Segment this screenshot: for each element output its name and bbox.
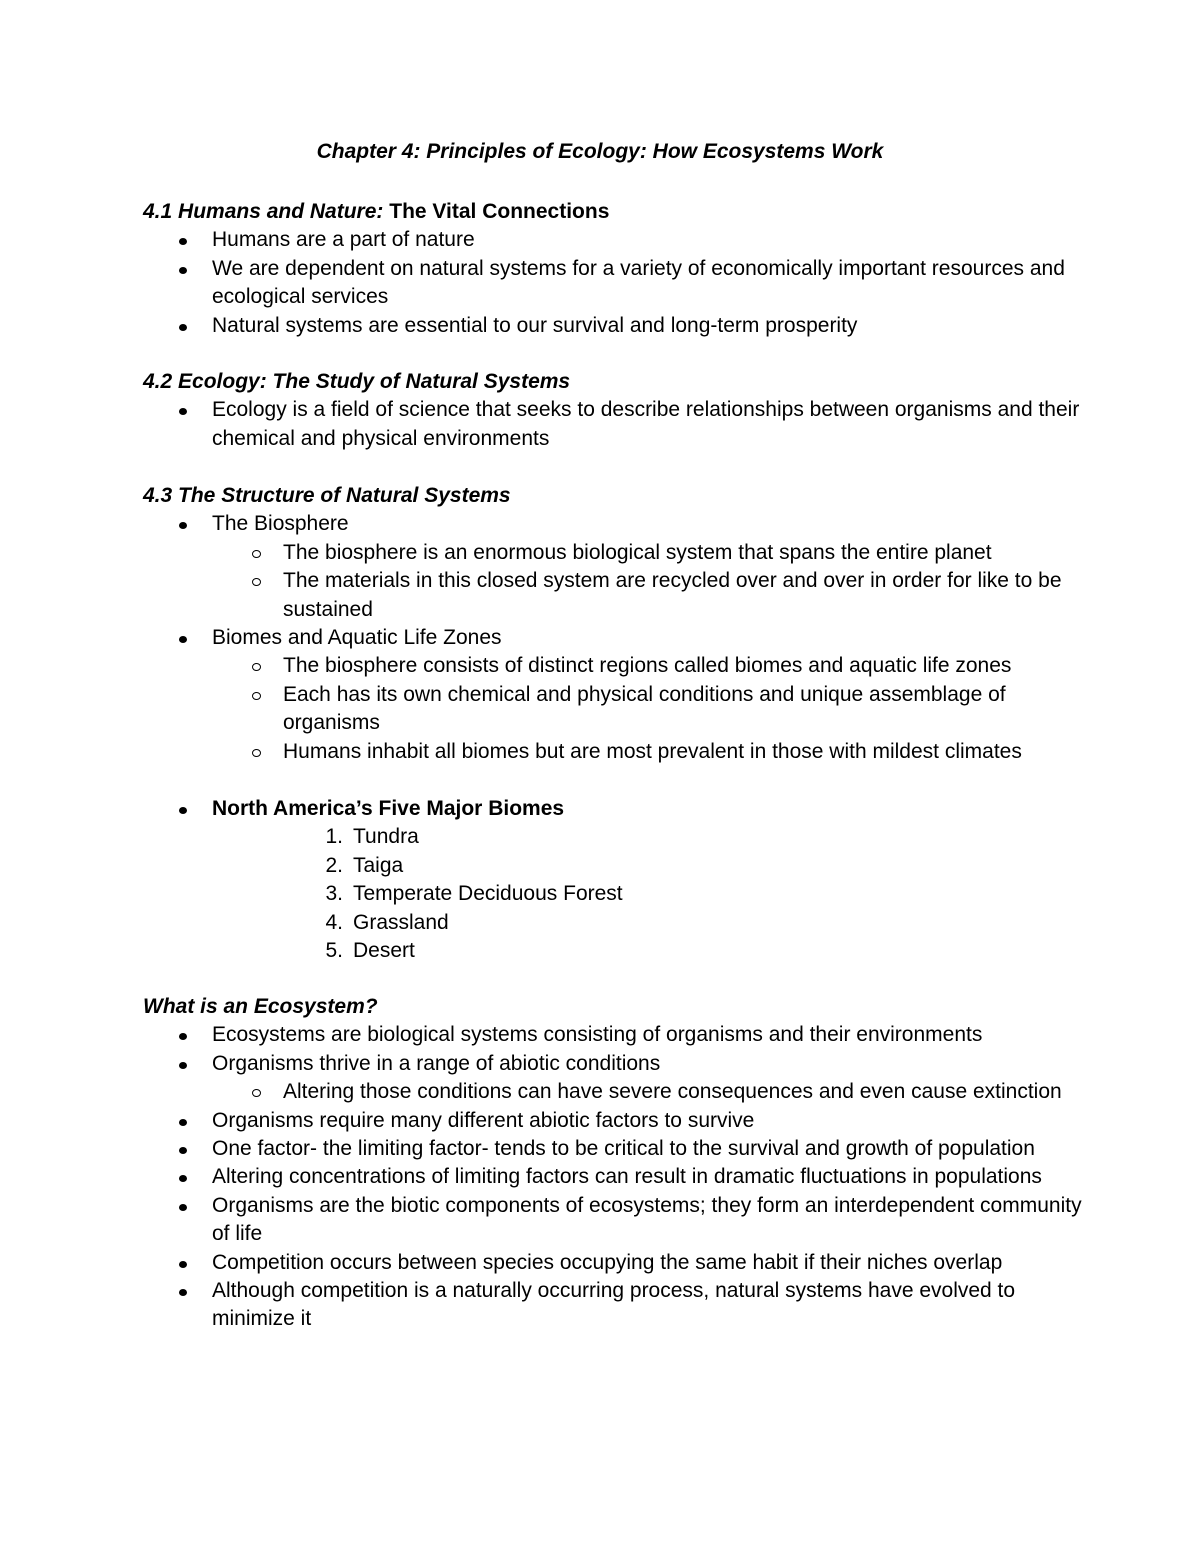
item-number: 4. <box>325 910 343 934</box>
numbered-item <box>143 880 1083 908</box>
list-item <box>143 1249 1083 1277</box>
bullet-icon <box>179 408 187 415</box>
section-4-3 <box>143 482 1083 766</box>
list-item <box>143 624 1083 652</box>
list-item-text: One factor- the limiting factor- tends to be critical to the survival and growth of population <box>212 1137 1035 1161</box>
list-item <box>143 255 1083 312</box>
list-item-text: Altering concentrations of limiting factors can result in dramatic fluctuations in populations <box>212 1165 1042 1189</box>
list-item <box>143 1135 1083 1163</box>
section-heading-rest: The Vital Connections <box>383 200 610 223</box>
hollow-bullet-icon <box>252 692 261 700</box>
list-item-text: Competition occurs between species occupying the same habit if their niches overlap <box>212 1250 1003 1274</box>
hollow-bullet-icon <box>252 663 261 671</box>
list-item-text: Although competition is a naturally occurring process, natural systems have evolved to minimize it <box>212 1279 1016 1331</box>
list-item <box>143 396 1083 453</box>
sub-list-item <box>143 539 1083 567</box>
bullet-icon <box>179 1033 187 1040</box>
page-title: Chapter 4: Principles of Ecology: How Ecosystems Work <box>316 140 884 163</box>
numbered-item <box>143 909 1083 937</box>
item-number: 2. <box>325 853 343 877</box>
hollow-bullet-icon <box>252 749 261 757</box>
bullet-icon <box>179 238 187 245</box>
list-item <box>143 795 1083 823</box>
list-item <box>143 1192 1083 1249</box>
list-item-text: Natural systems are essential to our survival and long-term prosperity <box>212 313 858 337</box>
bullet-icon <box>179 1062 187 1069</box>
bullet-icon <box>179 1175 187 1182</box>
bullet-list <box>143 795 1083 965</box>
bullet-icon <box>179 1119 187 1126</box>
list-item <box>143 510 1083 538</box>
list-item <box>143 312 1083 340</box>
hollow-bullet-icon <box>252 550 261 558</box>
item-number: 1. <box>325 825 343 849</box>
section-heading-text: 4.3 The Structure of Natural Systems <box>143 484 511 507</box>
bullet-icon <box>179 522 187 529</box>
item-number: 5. <box>325 939 343 963</box>
list-item-text: Humans inhabit all biomes but are most prevalent in those with mildest climates <box>283 739 1022 763</box>
sub-list-item <box>143 738 1083 766</box>
sub-list-item <box>143 1078 1083 1106</box>
section-4-2 <box>143 368 1083 453</box>
list-item-text: Tundra <box>353 825 419 849</box>
list-item-text: The Biosphere <box>212 512 349 536</box>
list-item-text: Ecology is a field of science that seeks to describe relationships between organisms and their chemical and physical environments <box>212 398 1080 450</box>
list-item-text: The biosphere is an enormous biological system that spans the entire planet <box>283 540 992 564</box>
bullet-list <box>143 510 1083 766</box>
item-number: 3. <box>325 882 343 906</box>
bullet-icon <box>179 1147 187 1154</box>
list-item <box>143 1163 1083 1191</box>
hollow-bullet-icon <box>252 578 261 586</box>
bullet-icon <box>179 807 187 814</box>
numbered-item <box>143 823 1083 851</box>
list-item-text: Biomes and Aquatic Life Zones <box>212 626 502 650</box>
bullet-icon <box>179 636 187 643</box>
bullet-list <box>143 1021 1083 1333</box>
north-america-biomes <box>143 795 1083 965</box>
list-item <box>143 1107 1083 1135</box>
list-item-text: Desert <box>353 939 415 963</box>
list-item-text: Altering those conditions can have severe consequences and even cause extinction <box>283 1080 1062 1104</box>
section-heading <box>143 368 1083 396</box>
sub-list-item <box>143 567 1083 624</box>
numbered-item <box>143 937 1083 965</box>
list-item-text: North America’s Five Major Biomes <box>212 797 565 820</box>
list-item-text: Organisms thrive in a range of abiotic conditions <box>212 1051 661 1075</box>
bullet-icon <box>179 1289 187 1296</box>
list-item-text: The biosphere consists of distinct regions called biomes and aquatic life zones <box>283 654 1012 678</box>
section-heading <box>143 993 1083 1021</box>
bullet-list <box>143 396 1083 453</box>
list-item-text: Ecosystems are biological systems consisting of organisms and their environments <box>212 1023 983 1047</box>
list-item <box>143 1050 1083 1078</box>
list-item-text: Taiga <box>353 853 404 877</box>
hollow-bullet-icon <box>252 1089 261 1097</box>
list-item-text: Each has its own chemical and physical conditions and unique assemblage of organisms <box>283 682 1006 735</box>
sub-list-item <box>143 681 1083 738</box>
section-4-1 <box>143 198 1083 340</box>
sub-list-item <box>143 652 1083 680</box>
bullet-icon <box>179 324 187 331</box>
list-item <box>143 226 1083 254</box>
bullet-icon <box>179 1204 187 1211</box>
section-heading-text: What is an Ecosystem? <box>143 995 378 1018</box>
section-heading <box>143 482 1083 510</box>
bullet-list <box>143 226 1083 340</box>
numbered-item <box>143 852 1083 880</box>
bullet-icon <box>179 267 187 274</box>
list-item-text: Humans are a part of nature <box>212 228 475 252</box>
list-item-text: Grassland <box>353 910 449 934</box>
section-ecosystem <box>143 993 1083 1334</box>
section-heading <box>143 198 1083 226</box>
list-item <box>143 1277 1083 1334</box>
bullet-icon <box>179 1261 187 1268</box>
list-item-text: Organisms are the biotic components of ecosystems; they form an interdependent community of life <box>212 1193 1082 1246</box>
section-heading-italic: 4.1 Humans and Nature: <box>143 200 384 223</box>
section-heading-text: 4.2 Ecology: The Study of Natural Systems <box>143 370 571 393</box>
list-item-text: The materials in this closed system are recycled over and over in order for like to be sustained <box>283 569 1062 621</box>
list-item <box>143 1021 1083 1049</box>
list-item-text: Organisms require many different abiotic factors to survive <box>212 1108 755 1132</box>
list-item-text: We are dependent on natural systems for a variety of economically important resources and ecological services <box>212 256 1065 309</box>
list-item-text: Temperate Deciduous Forest <box>353 882 623 906</box>
